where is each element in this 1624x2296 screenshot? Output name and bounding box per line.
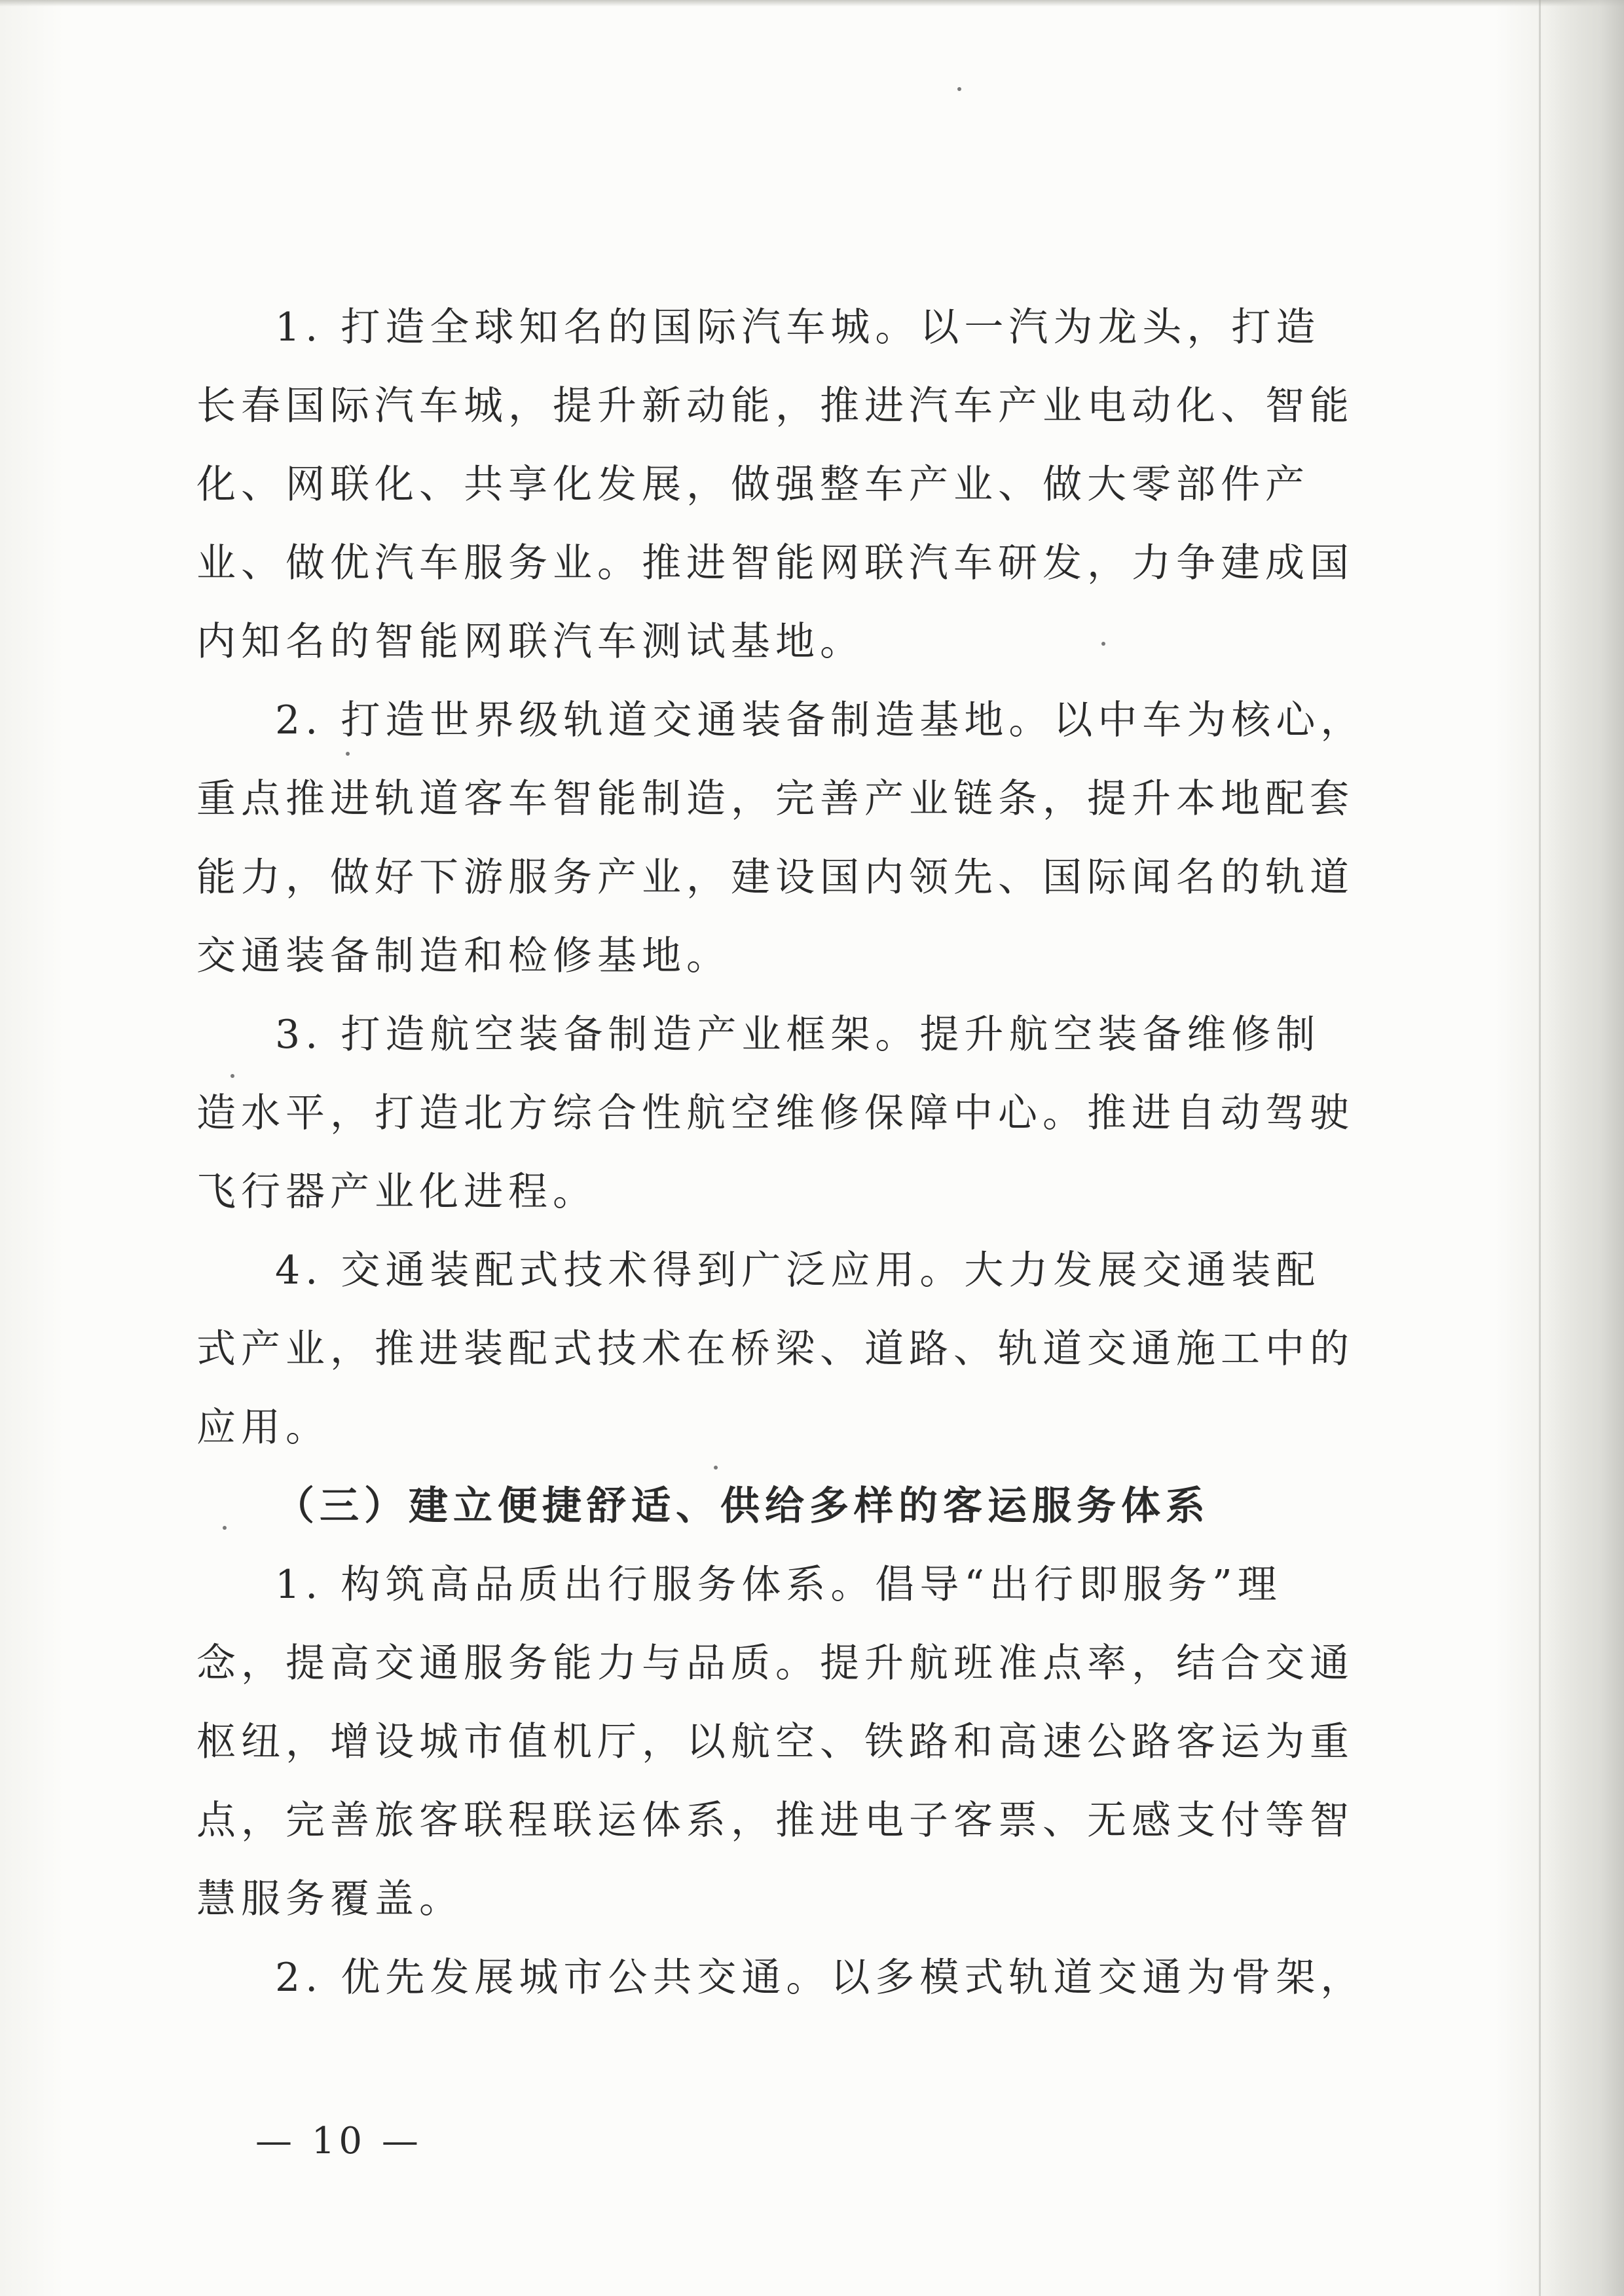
paragraph-line: 3. 打造航空装备制造产业框架。提升航空装备维修制 (275, 1012, 1321, 1058)
paragraph-line: 飞行器产业化进程。 (196, 1169, 597, 1215)
scan-top-shadow (0, 0, 1624, 7)
paragraph-line: 4. 交通装配式技术得到广泛应用。大力发展交通装配 (275, 1248, 1321, 1293)
paragraph-line: 长春国际汽车城，提升新动能，推进汽车产业电动化、智能 (196, 383, 1354, 429)
scan-right-edge (1545, 0, 1624, 2296)
paragraph-line: 慧服务覆盖。 (196, 1876, 464, 1922)
paragraph-line: 枢纽，增设城市值机厅，以航空、铁路和高速公路客运为重 (196, 1719, 1354, 1765)
paragraph-line: 1. 打造全球知名的国际汽车城。以一汽为龙头，打造 (275, 305, 1321, 350)
paragraph-line: 2. 打造世界级轨道交通装备制造基地。以中车为核心， (275, 697, 1365, 743)
page-number: — 10 — (255, 2120, 422, 2162)
scan-binding-line (1539, 0, 1541, 2296)
paragraph-line: 1. 构筑高品质出行服务体系。倡导“出行即服务”理 (275, 1562, 1282, 1608)
paragraph-line: 化、网联化、共享化发展，做强整车产业、做大零部件产 (196, 462, 1310, 508)
paragraph-line: 式产业，推进装配式技术在桥梁、道路、轨道交通施工中的 (196, 1326, 1354, 1372)
paragraph-line: 点，完善旅客联程联运体系，推进电子客票、无感支付等智 (196, 1798, 1354, 1843)
scan-speck (957, 87, 961, 91)
paragraph-line: 交通装备制造和检修基地。 (196, 933, 731, 979)
document-body (196, 288, 1428, 2017)
paragraph-line: 造水平，打造北方综合性航空维修保障中心。推进自动驾驶 (196, 1090, 1354, 1136)
paragraph-line: 能力，做好下游服务产业，建设国内领先、国际闻名的轨道 (196, 855, 1354, 900)
paragraph-line: 业、做优汽车服务业。推进智能网联汽车研发，力争建成国 (196, 540, 1354, 586)
paragraph-line: 重点推进轨道客车智能制造，完善产业链条，提升本地配套 (196, 776, 1354, 822)
section-heading: （三）建立便捷舒适、供给多样的客运服务体系 (275, 1483, 1210, 1529)
paragraph-line: 念，提高交通服务能力与品质。提升航班准点率，结合交通 (196, 1640, 1354, 1686)
paragraph-line: 内知名的智能网联汽车测试基地。 (196, 619, 864, 665)
paragraph-line: 2. 优先发展城市公共交通。以多模式轨道交通为骨架， (275, 1955, 1365, 2001)
paragraph-line: 应用。 (196, 1405, 330, 1451)
